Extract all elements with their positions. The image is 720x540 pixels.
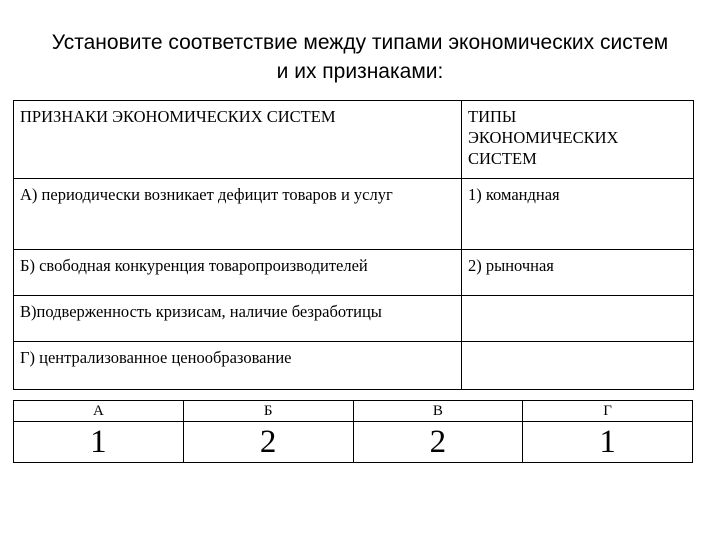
- header-types-line: ТИПЫ: [468, 107, 517, 126]
- table-row: [14, 296, 694, 342]
- header-types: [462, 101, 694, 179]
- type-cell: [462, 342, 694, 390]
- answer-letter-row: [14, 401, 693, 422]
- answer-letter: В: [353, 401, 523, 422]
- header-types-line: СИСТЕМ: [468, 149, 537, 168]
- answer-letter: А: [14, 401, 184, 422]
- matching-table: [13, 100, 694, 390]
- table-header-row: [14, 101, 694, 179]
- feature-cell: В)подверженность кризисам, наличие безработицы: [14, 296, 462, 342]
- feature-cell: Б) свободная конкуренция товаропроизводителей: [14, 250, 462, 296]
- answer-value: 2: [353, 422, 523, 463]
- task-title-line-2: и их признаками:: [276, 60, 444, 83]
- answer-value: 1: [523, 422, 693, 463]
- answer-value: 1: [14, 422, 184, 463]
- header-types-line: ЭКОНОМИЧЕСКИХ: [468, 128, 619, 147]
- answer-value-row: [14, 422, 693, 463]
- answer-letter: Б: [183, 401, 353, 422]
- type-cell: 2) рыночная: [462, 250, 694, 296]
- feature-cell: Г) централизованное ценообразование: [14, 342, 462, 390]
- header-features: ПРИЗНАКИ ЭКОНОМИЧЕСКИХ СИСТЕМ: [14, 101, 462, 179]
- table-row: [14, 342, 694, 390]
- table-row: [14, 250, 694, 296]
- task-title: [0, 28, 720, 86]
- type-cell: 1) командная: [462, 179, 694, 250]
- answer-value: 2: [183, 422, 353, 463]
- feature-cell: А) периодически возникает дефицит товаров и услуг: [14, 179, 462, 250]
- type-cell: [462, 296, 694, 342]
- table-row: [14, 179, 694, 250]
- answer-letter: Г: [523, 401, 693, 422]
- task-title-line-1: Установите соответствие между типами экономических систем: [51, 31, 669, 54]
- answer-table: [13, 400, 693, 463]
